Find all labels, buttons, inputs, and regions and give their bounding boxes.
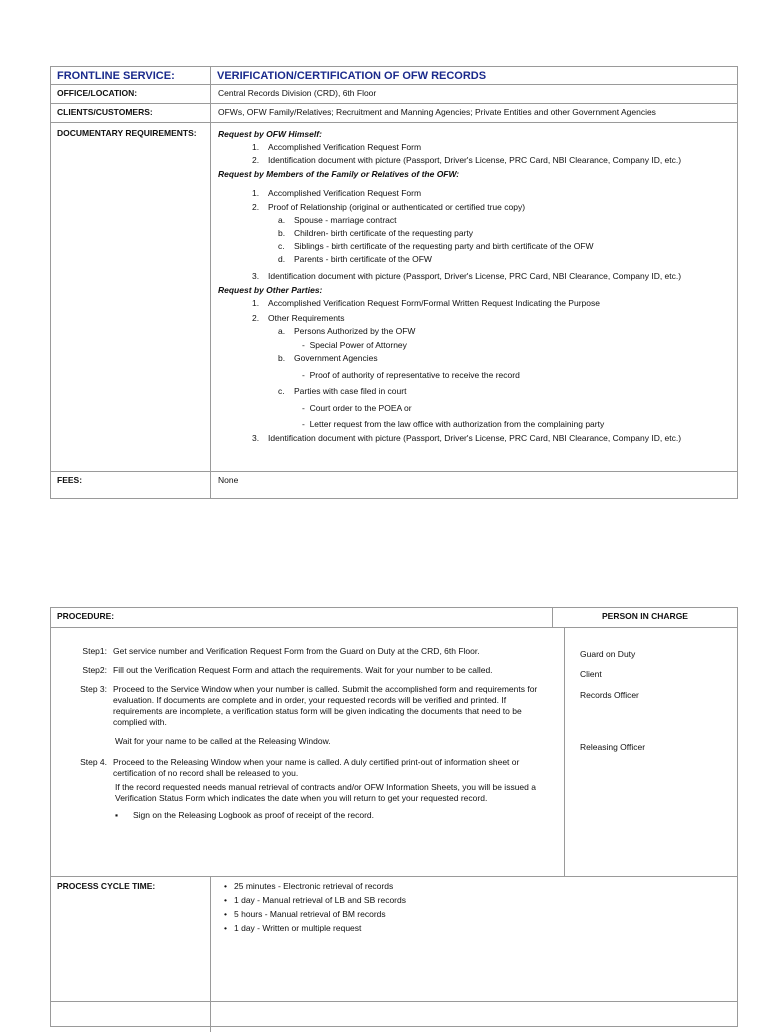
cycle-row <box>51 876 737 1001</box>
list-item: • 5 hours - Manual retrieval of BM records <box>224 909 386 919</box>
list-item: 1. Accomplished Verification Request Form <box>252 142 422 152</box>
list-item: 1. Accomplished Verification Request Form/Formal Written Request Indicating the Purpose <box>252 297 600 308</box>
procedure-header-row <box>51 608 737 627</box>
list-item: - Proof of authority of representative to receive the record <box>302 369 520 380</box>
req-ofw-heading: Request by OFW Himself: <box>218 129 322 139</box>
req-other-heading: Request by Other Parties: <box>218 284 323 295</box>
step-3-wait: Wait for your name to be called at the Releasing Window. <box>115 736 331 746</box>
step-4-bullet: ▪ Sign on the Releasing Logbook as proof of receipt of the record. <box>115 810 374 820</box>
requirements-row <box>51 122 737 471</box>
fees-value: None <box>218 475 239 485</box>
list-item: 3. Identification document with picture (Passport, Driver's License, PRC Card, NBI Clearance, Company ID, etc.) <box>252 432 682 443</box>
clients-row <box>51 103 737 122</box>
requirements-label: DOCUMENTARY REQUIREMENTS: <box>51 123 211 471</box>
list-item: • 25 minutes - Electronic retrieval of records <box>224 881 394 891</box>
list-item: 2. Proof of Relationship (original or authenticated or certified true copy) <box>252 201 526 212</box>
empty-row <box>51 1001 737 1032</box>
step-2: Step2: Fill out the Verification Request Form and attach the requirements. Wait for your number to be called. <box>82 665 493 675</box>
list-item: - Court order to the POEA or <box>302 402 412 413</box>
procedure-steps <box>51 628 565 876</box>
requirements-value <box>211 123 737 471</box>
person-releasing-officer: Releasing Officer <box>580 742 646 752</box>
list-item: d. Parents - birth certificate of the OFW <box>278 254 432 265</box>
procedure-label: PROCEDURE: <box>51 608 553 627</box>
office-label: OFFICE/LOCATION: <box>51 85 211 103</box>
step-4: Step 4. Proceed to the Releasing Window when your name is called. A duly certified print-out of information sheet or certification of no record shall be released to you. <box>80 757 520 778</box>
list-item: b. Children- birth certificate of the requesting party <box>278 228 474 239</box>
list-item: 2. Identification document with picture (Passport, Driver's License, PRC Card, NBI Clearance, Company ID, etc.) <box>252 155 682 166</box>
procedure-body-row <box>51 627 737 876</box>
frontline-row <box>51 67 737 84</box>
list-item: 1. Accomplished Verification Request Form <box>252 188 422 199</box>
list-item: - Letter request from the law office with authorization from the complaining party <box>302 418 605 429</box>
person-in-charge-label: PERSON IN CHARGE <box>602 611 688 621</box>
list-item: 2. Other Requirements <box>252 313 345 324</box>
fees-label: FEES: <box>51 472 211 498</box>
step-4-note: If the record requested needs manual retrieval of contracts and/or OFW Information Sheets, you will be issued a Verification Status Form which indicates the date when you will return to get your requested record. <box>115 782 536 803</box>
frontline-label: FRONTLINE SERVICE: <box>51 67 211 84</box>
clients-value: OFWs, OFW Family/Relatives; Recruitment and Manning Agencies; Private Entities and other Government Agencies <box>218 107 656 117</box>
persons-column <box>565 628 737 876</box>
list-item: - Special Power of Attorney <box>302 340 407 351</box>
person-records-officer: Records Officer <box>580 690 639 700</box>
office-row <box>51 84 737 103</box>
list-item: 3. Identification document with picture (Passport, Driver's License, PRC Card, NBI Clearance, Company ID, etc.) <box>252 270 682 281</box>
cycle-values <box>211 877 737 1001</box>
empty-cell <box>211 1002 737 1032</box>
person-guard: Guard on Duty <box>580 649 636 659</box>
office-value: Central Records Division (CRD), 6th Floor <box>218 88 377 98</box>
person-client: Client <box>580 669 602 679</box>
step-3: Step 3: Proceed to the Service Window when your number is called. Submit the accomplished form and requirements for evaluation. If documents are complete and in order, your requested records will be verified and printed. If requirements are incomplete, a verification status form will be given indicating the documents that need to be complied with. <box>80 684 538 727</box>
procedure-table <box>50 607 738 1027</box>
clients-label: CLIENTS/CUSTOMERS: <box>51 104 211 122</box>
list-item: • 1 day - Written or multiple request <box>224 923 362 933</box>
list-item: c. Siblings - birth certificate of the requesting party and birth certificate of the OFW <box>278 241 594 252</box>
step-1: Step1: Get service number and Verification Request Form from the Guard on Duty at the CRD, 6th Floor. <box>82 646 480 656</box>
req-family-heading: Request by Members of the Family or Relatives of the OFW: <box>218 169 460 180</box>
service-table <box>50 66 738 499</box>
list-item: c. Parties with case filed in court <box>278 385 407 396</box>
empty-cell <box>51 1002 211 1032</box>
fees-row <box>51 471 737 498</box>
frontline-value: VERIFICATION/CERTIFICATION OF OFW RECORDS <box>217 70 487 82</box>
list-item: a. Persons Authorized by the OFW <box>278 326 416 337</box>
list-item: • 1 day - Manual retrieval of LB and SB records <box>224 895 406 905</box>
cycle-label: PROCESS CYCLE TIME: <box>51 877 211 1001</box>
list-item: a. Spouse - marriage contract <box>278 214 397 225</box>
list-item: b. Government Agencies <box>278 353 378 364</box>
